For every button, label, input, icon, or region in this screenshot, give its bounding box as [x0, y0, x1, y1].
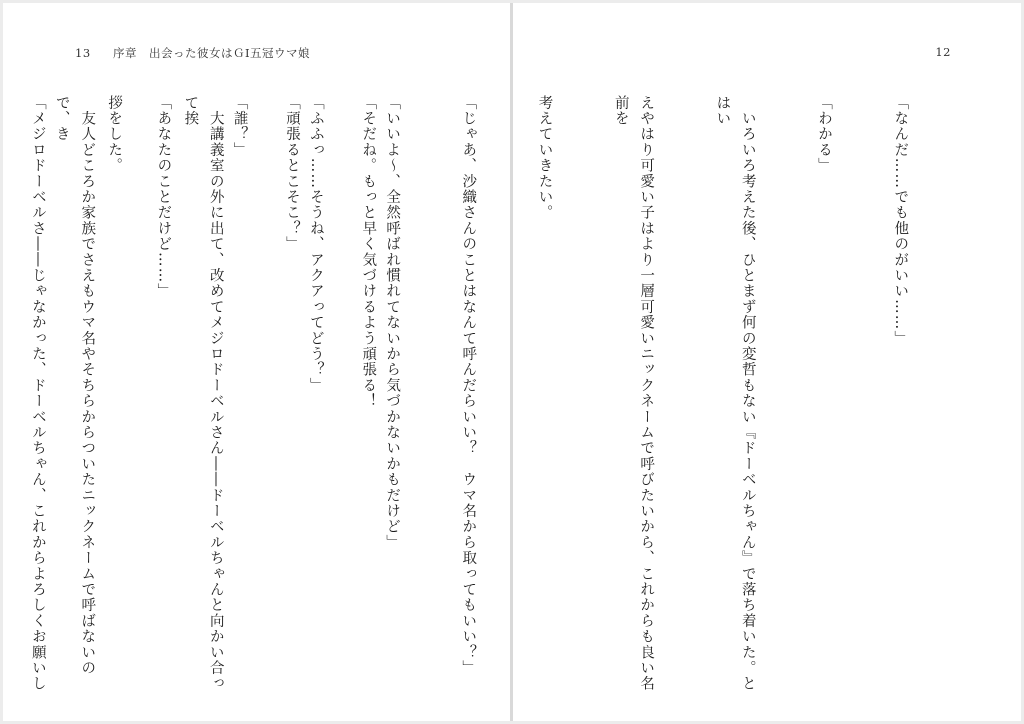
text-line: 考えていきたい。 [536, 95, 553, 221]
text-line: 大講義室の外に出て、改めてメジロドーベルさん――ドーベルちゃんと向かい合って挨 [182, 95, 224, 692]
text-line: 友人どころか家族でさえもウマ名やそちらからついたニックネームで呼ばないので、き [53, 95, 96, 676]
chapter-title: 序章 出会った彼女はＧⅠ五冠ウマ娘 [113, 46, 311, 60]
text-line: 「ふふっ……そうね、アクアってどう？」 [307, 95, 324, 394]
text-line: 「頑張るとこそこ？」 [283, 95, 300, 252]
text-line: 「あなたのことだけど……」 [155, 95, 172, 300]
text-line: 「メジロドーベルさ――じゃなかった、ドーベルちゃん、これからよろしくお願いし [29, 95, 46, 692]
left-page-number: 13 [75, 46, 91, 60]
text-line: 「そだね。もっと早く気づけるよう頑張る！ [360, 95, 377, 409]
text-line: 「じゃあ、沙織さんのことはなんて呼んだらいい？ ウマ名から取ってもいい？」 [460, 95, 477, 676]
text-line: えやはり可愛い子はより一層可愛いニックネームで呼びたいから、これからも良い名前を [612, 95, 655, 692]
text-line: 「わかる」 [815, 95, 832, 174]
right-page-number: 12 [935, 45, 951, 59]
text-line: 「なんだ……でも他のがいい……」 [892, 95, 909, 347]
text-line: いろいろ考えた後、ひとまず何の変哲もない『ドーベルちゃん』で落ち着いた。とはい [714, 95, 756, 692]
text-line: 拶をした。 [106, 95, 123, 174]
text-line: 「誰？」 [231, 95, 248, 158]
text-line: 「いいよ～、全然呼ばれ慣れてないから気づかないかもだけど」 [384, 95, 401, 551]
left-running-head [75, 45, 310, 61]
